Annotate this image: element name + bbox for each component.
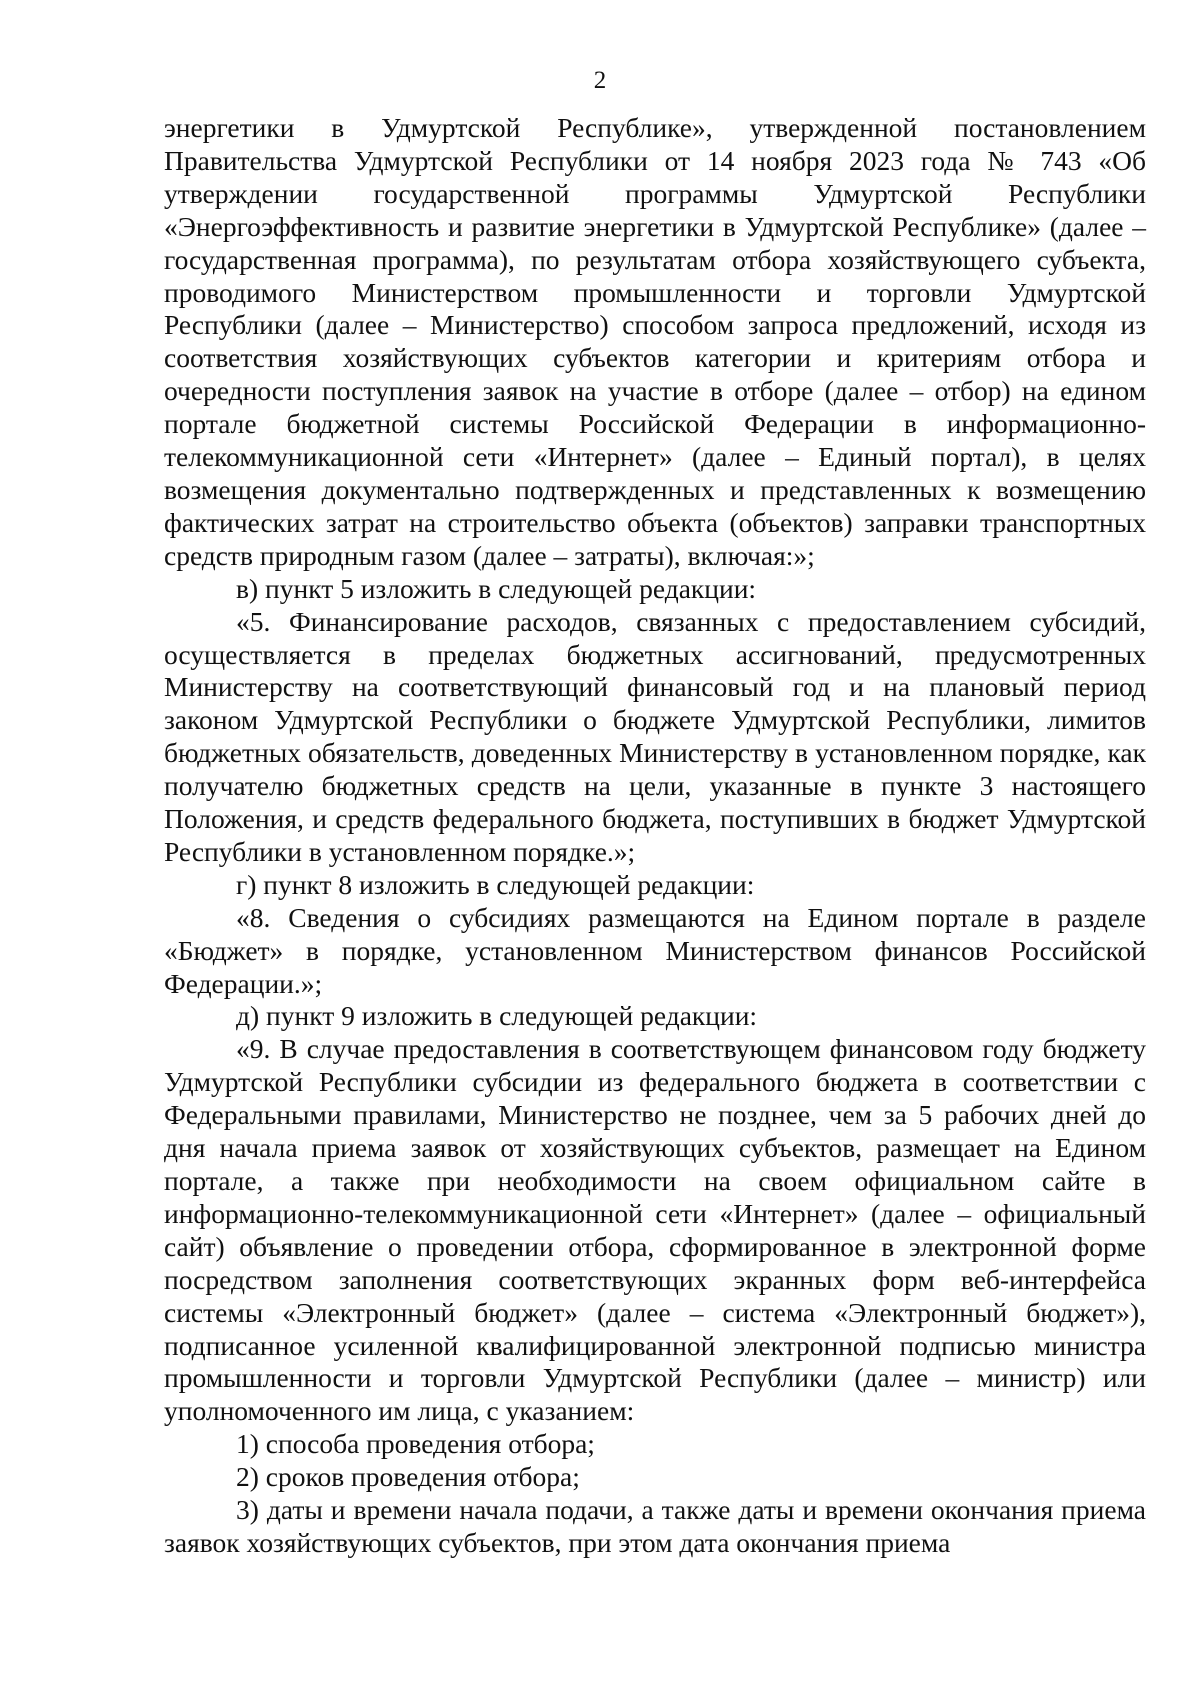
paragraph-4: г) пункт 8 изложить в следующей редакции: [236, 868, 755, 900]
paragraph-6: д) пункт 9 изложить в следующей редакции: [236, 1000, 758, 1032]
paragraph-8: 1) способа проведения отбора; [236, 1428, 595, 1460]
page-number: 2 [593, 67, 607, 94]
paragraph-2: в) пункт 5 изложить в следующей редакции: [236, 572, 757, 604]
document-body [164, 112, 1146, 1560]
paragraph-5: «8. Сведения о субсидиях размещаются на Едином портале в разделе «Бюджет» в порядке, установленном Министерством финансов Российской Федерации.»; [164, 901, 1146, 999]
paragraph-7: «9. В случае предоставления в соответствующем финансовом году бюджету Удмуртской Республики субсидии из федерального бюджета в соответствии с Федеральными правилами, Министерство не позднее, чем за 5 рабочих дней до дня начала приема заявок от хозяйствующих субъектов, размещает на Едином портале, а также при необходимости на своем официальном сайте в информационно-телекоммуникационной сети «Интернет» (далее – официальный сайт) объявление о проведении отбора, сформированное в электронной форме посредством заполнения соответствующих экранных форм веб-интерфейса системы «Электронный бюджет» (далее – система «Электронный бюджет»), подписанное усиленной квалифицированной электронной подписью министра промышленности и торговли Удмуртской Республики (далее – министр) или уполномоченного им лица, с указанием: [164, 1033, 1146, 1427]
paragraph-10: 3) даты и времени начала подачи, а также даты и времени окончания приема заявок хозяйствующих субъектов, при этом дата окончания приема [164, 1494, 1146, 1558]
paragraph-9: 2) сроков проведения отбора; [236, 1461, 580, 1493]
paragraph-3: «5. Финансирование расходов, связанных с предоставлением субсидий, осуществляется в пределах бюджетных ассигнований, предусмотренных Министерству на соответствующий финансовый год и на плановый период законом Удмуртской Республики о бюджете Удмуртской Республики, лимитов бюджетных обязательств, доведенных Министерству в установленном порядке, как получателю бюджетных средств на цели, указанные в пункте 3 настоящего Положения, и средств федерального бюджета, поступивших в бюджет Удмуртской Республики в установленном порядке.»; [164, 605, 1146, 867]
paragraph-1: энергетики в Удмуртской Республике», утвержденной постановлением Правительства Удмуртской Республики от 14 ноября 2023 года № 743 «Об утверждении государственной программы Удмуртской Республики «Энергоэффективность и развитие энергетики в Удмуртской Республике» (далее – государственная программа), по результатам отбора хозяйствующего субъекта, проводимого Министерством промышленности и торговли Удмуртской Республики (далее – Министерство) способом запроса предложений, исходя из соответствия хозяйствующих субъектов категории и критериям отбора и очередности поступления заявок на участие в отборе (далее – отбор) на едином портале бюджетной системы Российской Федерации в информационно-телекоммуникационной сети «Интернет» (далее – Единый портал), в целях возмещения документально подтвержденных и представленных к возмещению фактических затрат на строительство объекта (объектов) заправки транспортных средств природным газом (далее – затраты), включая:»; [164, 112, 1146, 571]
